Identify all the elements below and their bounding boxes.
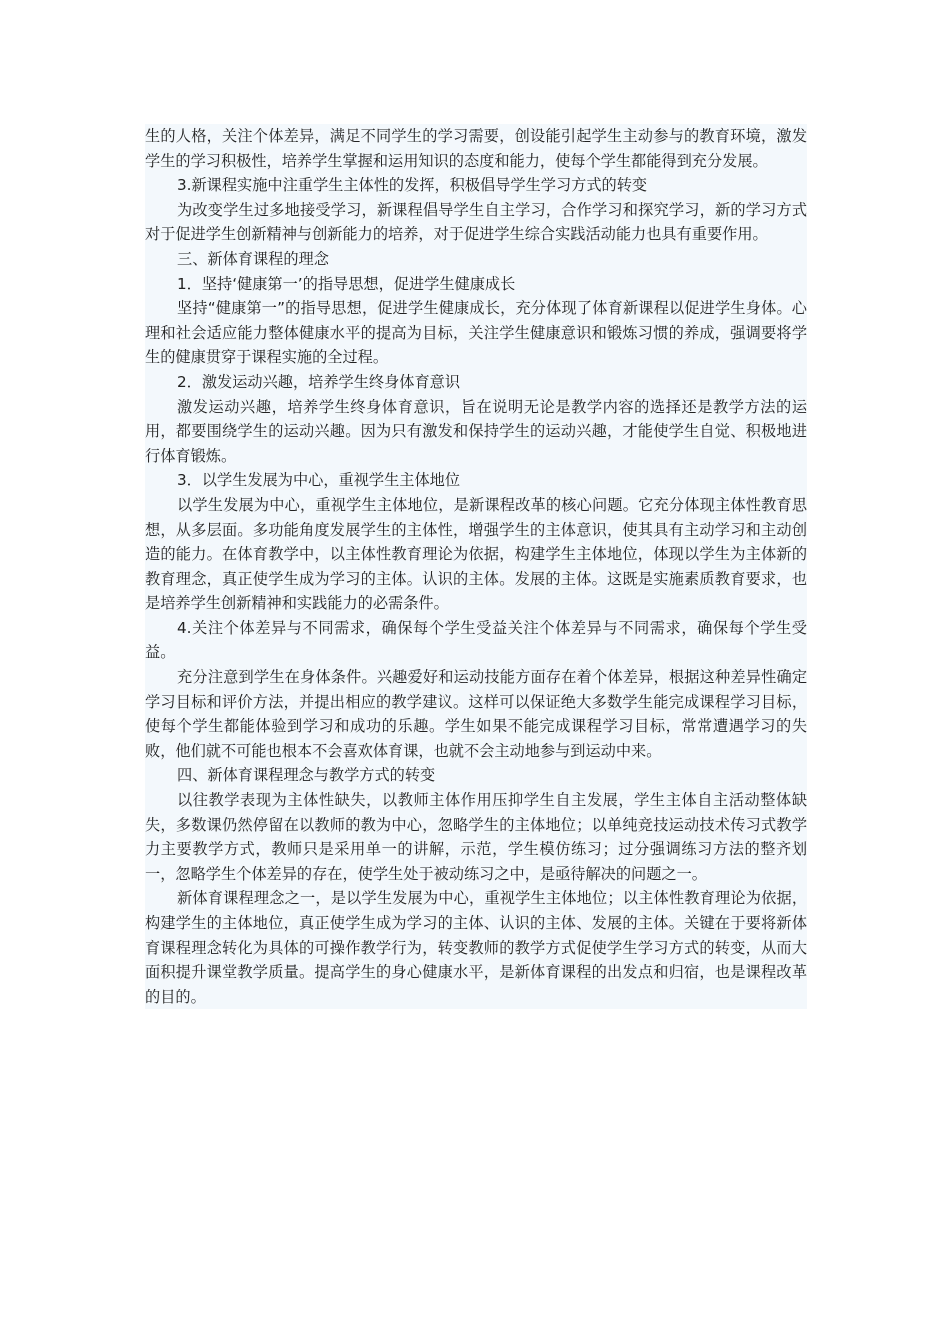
subheading-health-first: 1．坚持‘健康第一’的指导思想，促进学生健康成长 <box>177 274 516 293</box>
paragraph-new-concept: 新体育课程理念之一，是以学生发展为中心，重视学生主体地位；以主体性教育理论为依据，构建学生的主体地位，真正使学生成为学习的主体、认识的主体、发展的主体。关键在于要将新体育课程理念转化为具体的可操作教学行为，转变教师的教学方式促使学生学习方式的转变，从而大面积提升课堂教学质量。提高学生的身心健康水平，是新体育课程的出发点和归宿，也是课程改革的目的。 <box>145 889 807 1006</box>
paragraph-continuation: 生的人格，关注个体差异，满足不同学生的学习需要，创设能引起学生主动参与的教育环境，激发学生的学习积极性，培养学生掌握和运用知识的态度和能力，使每个学生都能得到充分发展。 <box>145 127 807 170</box>
paragraph-sports-interest: 激发运动兴趣，培养学生终身体育意识，旨在说明无论是教学内容的选择还是教学方法的运用，都要围绕学生的运动兴趣。因为只有激发和保持学生的运动兴趣，才能使学生自觉、积极地进行体育锻炼。 <box>145 397 807 465</box>
subheading-individual-differences: 4.关注个体差异与不同需求，确保每个学生受益关注个体差异与不同需求，确保每个学生受益。 <box>145 618 807 662</box>
subheading-sports-interest: 2．激发运动兴趣，培养学生终身体育意识 <box>177 372 461 391</box>
section-heading-concepts: 三、新体育课程的理念 <box>177 249 329 268</box>
paragraph-individual-differences: 充分注意到学生在身体条件。兴趣爱好和运动技能方面存在着个体差异，根据这种差异性确定学习目标和评价方法，并提出相应的教学建议。这样可以保证绝大多数学生能完成课程学习目标，使每个学生都能体验到学习和成功的乐趣。学生如果不能完成课程学习目标，常常遭遇学习的失败，他们就不可能也根本不会喜欢体育课，也就不会主动地参与到运动中来。 <box>145 668 807 760</box>
subheading-student-subjectivity: 3.新课程实施中注重学生主体性的发挥，积极倡导学生学习方式的转变 <box>177 176 648 195</box>
section-heading-teaching-methods: 四、新体育课程理念与教学方式的转变 <box>177 766 436 785</box>
paragraph-past-teaching: 以往教学表现为主体性缺失，以教师主体作用压抑学生自主发展，学生主体自主活动整体缺失，多数课仍然停留在以教师的教为中心，忽略学生的主体地位；以单纯竞技运动技术传习式教学力主要教学方式，教师只是采用单一的讲解，示范，学生模仿练习；过分强调练习方法的整齐划一，忽略学生个体差异的存在，使学生处于被动练习之中，是亟待解决的问题之一。 <box>145 791 807 883</box>
article-body <box>145 124 807 1009</box>
subheading-student-centered: 3．以学生发展为中心，重视学生主体地位 <box>177 471 461 490</box>
paragraph-health-first: 坚持“健康第一”的指导思想，促进学生健康成长，充分体现了体育新课程以促进学生身体。心理和社会适应能力整体健康水平的提高为目标，关注学生健康意识和锻炼习惯的养成，强调要将学生的健康贯穿于课程实施的全过程。 <box>145 299 807 367</box>
paragraph-learning-methods: 为改变学生过多地接受学习，新课程倡导学生自主学习，合作学习和探究学习，新的学习方式对于促进学生创新精神与创新能力的培养，对于促进学生综合实践活动能力也具有重要作用。 <box>145 200 807 244</box>
paragraph-student-centered: 以学生发展为中心，重视学生主体地位，是新课程改革的核心问题。它充分体现主体性教育思想，从多层面。多功能角度发展学生的主体性，增强学生的主体意识，使其具有主动学习和主动创造的能力。在体育教学中，以主体性教育理论为依据，构建学生主体地位，体现以学生为主体新的教育理念，真正使学生成为学习的主体。认识的主体。发展的主体。这既是实施素质教育要求，也是培养学生创新精神和实践能力的必需条件。 <box>145 495 807 613</box>
